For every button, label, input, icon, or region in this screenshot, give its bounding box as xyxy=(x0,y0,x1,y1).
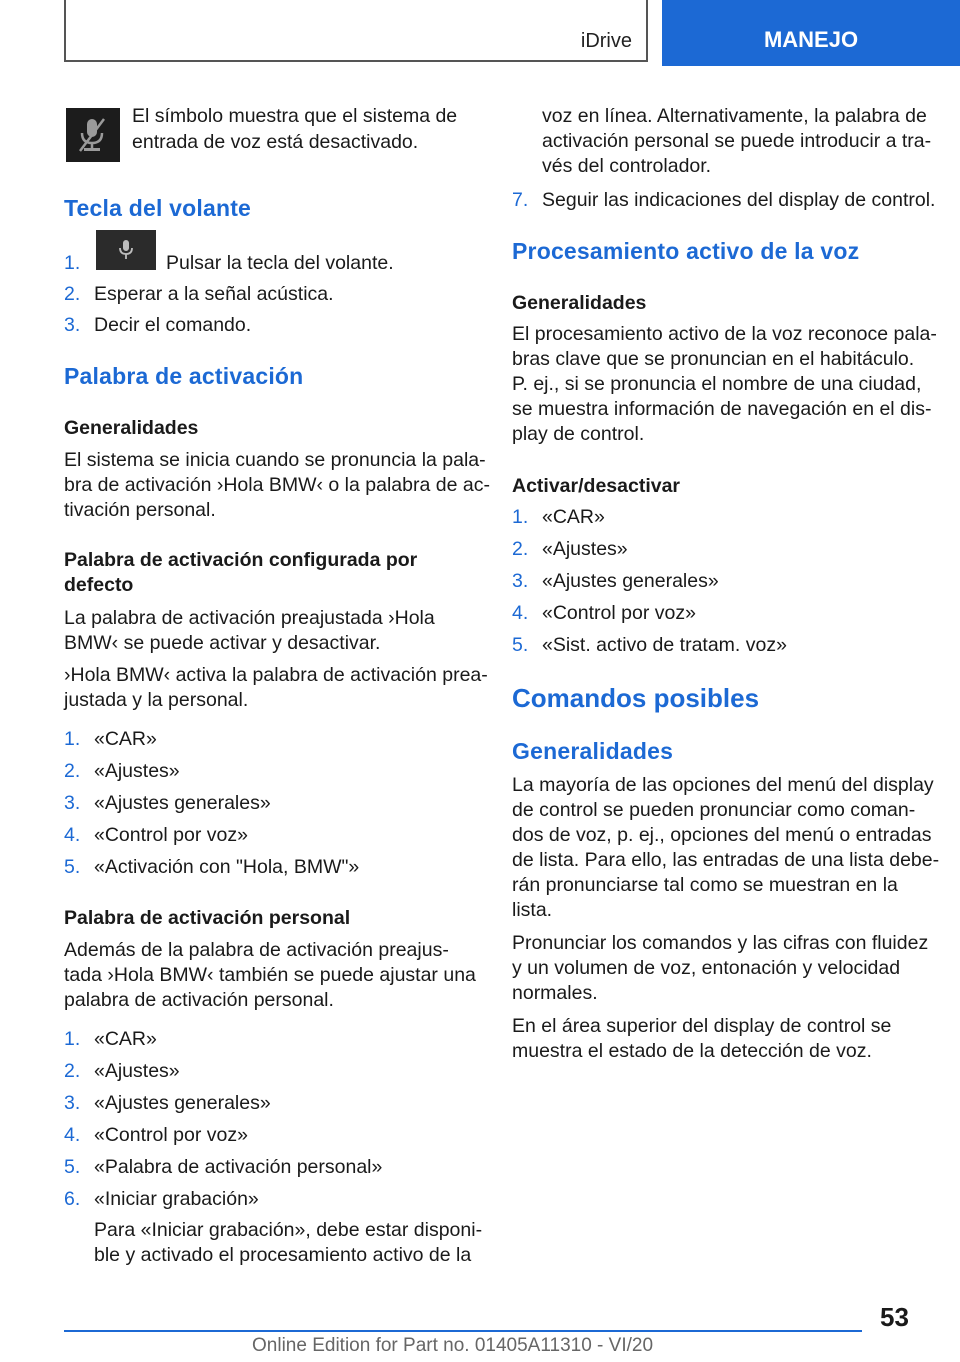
footer-divider xyxy=(64,1330,862,1332)
paragraph-line: La mayoría de las opciones del menú del display xyxy=(512,774,934,796)
list-number: 3. xyxy=(64,314,81,336)
wake-word-heading: Palabra de activación xyxy=(64,363,304,389)
default-wake-heading: Palabra de activación configurada por xyxy=(64,549,418,571)
paragraph-line: normales. xyxy=(512,982,598,1004)
paragraph-line: de control se pueden pronunciar como coman- xyxy=(512,799,916,821)
page-header xyxy=(0,0,960,66)
paragraph-line: tada ›Hola BMW‹ también se puede ajustar una xyxy=(64,964,476,986)
list-number: 3. xyxy=(64,792,81,814)
list-text: «CAR» xyxy=(94,1028,157,1050)
icon-note-line-2: entrada de voz está desactivado. xyxy=(132,131,419,153)
list-text: «CAR» xyxy=(542,506,605,528)
paragraph-line: rán pronunciarse tal como se muestran en la xyxy=(512,874,898,896)
list-text: «Ajustes» xyxy=(94,760,180,782)
paragraph-line: El sistema se inicia cuando se pronuncia la pala- xyxy=(64,449,486,471)
paragraph-line: muestra el estado de la detección de voz. xyxy=(512,1040,872,1062)
paragraph-line: y un volumen de voz, entonación y velocidad xyxy=(512,957,901,979)
paragraph-line: En el área superior del display de control se xyxy=(512,1015,892,1037)
default-wake-heading-cont: defecto xyxy=(64,574,134,596)
step-detail-line: voz en línea. Alternativamente, la palabra de xyxy=(542,105,927,127)
paragraph-line: Además de la palabra de activación preajus- xyxy=(64,939,449,961)
list-text: «Palabra de activación personal» xyxy=(94,1156,383,1178)
list-text: Seguir las indicaciones del display de control. xyxy=(542,189,936,211)
active-voice-heading: Procesamiento activo de la voz xyxy=(512,238,860,264)
paragraph-line: de lista. Para ello, las entradas de una lista debe- xyxy=(512,849,940,871)
paragraph-line: La palabra de activación preajustada ›Hola xyxy=(64,607,435,629)
list-number: 5. xyxy=(64,1156,81,1178)
list-number: 2. xyxy=(64,760,81,782)
list-text: «Ajustes» xyxy=(94,1060,180,1082)
list-number: 2. xyxy=(512,538,529,560)
page-number: 53 xyxy=(880,1302,909,1332)
list-number: 2. xyxy=(64,283,81,305)
list-number: 6. xyxy=(64,1188,81,1210)
paragraph-line: tivación personal. xyxy=(64,499,216,521)
step-detail-line: ble y activado el procesamiento activo de la xyxy=(94,1244,472,1266)
list-number: 2. xyxy=(64,1060,81,1082)
list-text: «Iniciar grabación» xyxy=(94,1188,259,1210)
list-text: «Control por voz» xyxy=(94,824,248,846)
list-text: «Control por voz» xyxy=(94,1124,248,1146)
personal-wake-heading: Palabra de activación personal xyxy=(64,907,351,929)
list-text: «Ajustes generales» xyxy=(94,1092,271,1114)
paragraph-line: Pronunciar los comandos y las cifras con fluidez xyxy=(512,932,929,954)
list-text: Pulsar la tecla del volante. xyxy=(166,252,394,274)
list-number: 3. xyxy=(512,570,529,592)
paragraph-line: palabra de activación personal. xyxy=(64,989,334,1011)
header-section-box xyxy=(64,0,648,62)
list-number: 3. xyxy=(64,1092,81,1114)
paragraph-line: dos de voz, p. ej., opciones del menú o entradas xyxy=(512,824,932,846)
paragraph-line: P. ej., si se pronuncia el nombre de una ciudad, xyxy=(512,373,922,395)
list-text: «Ajustes generales» xyxy=(94,792,271,814)
general-heading: Generalidades xyxy=(64,417,199,439)
list-number: 5. xyxy=(64,856,81,878)
paragraph-line: El procesamiento activo de la voz reconoce pala- xyxy=(512,323,937,345)
paragraph-line: play de control. xyxy=(512,423,645,445)
list-number: 4. xyxy=(64,824,81,846)
paragraph-line: ›Hola BMW‹ activa la palabra de activación prea- xyxy=(64,664,488,686)
paragraph-line: justada y la personal. xyxy=(64,689,249,711)
list-number: 1. xyxy=(64,1028,81,1050)
list-number: 4. xyxy=(64,1124,81,1146)
list-number: 1. xyxy=(512,506,529,528)
commands-heading: Comandos posibles xyxy=(512,683,760,713)
list-text: «Control por voz» xyxy=(542,602,696,624)
steering-voice-key-icon xyxy=(96,230,156,270)
list-text: «Sist. activo de tratam. voz» xyxy=(542,634,787,656)
footer-edition: Online Edition for Part no. 01405A11310 - VI/20 xyxy=(252,1335,654,1356)
list-number: 5. xyxy=(512,634,529,656)
list-number: 4. xyxy=(512,602,529,624)
steering-heading: Tecla del volante xyxy=(64,195,252,221)
list-text: Esperar a la señal acústica. xyxy=(94,283,334,305)
header-section-label: iDrive xyxy=(580,30,632,52)
list-text: «Activación con "Hola, BMW"» xyxy=(94,856,360,878)
list-number: 1. xyxy=(64,728,81,750)
list-text: «Ajustes» xyxy=(542,538,628,560)
voice-input-disabled-icon xyxy=(66,108,120,162)
list-text: «CAR» xyxy=(94,728,157,750)
icon-note-line-1: El símbolo muestra que el sistema de xyxy=(132,105,458,127)
toggle-heading: Activar/desactivar xyxy=(512,475,681,497)
general-heading: Generalidades xyxy=(512,292,647,314)
step-detail-line: vés del controlador. xyxy=(542,155,712,177)
step-detail-line: activación personal se puede introducir a tra- xyxy=(542,130,932,152)
commands-subheading: Generalidades xyxy=(512,738,674,764)
list-number: 7. xyxy=(512,189,529,211)
paragraph-line: bras clave que se pronuncian en el habitáculo. xyxy=(512,348,915,370)
list-text: Decir el comando. xyxy=(94,314,252,336)
list-text: «Ajustes generales» xyxy=(542,570,719,592)
paragraph-line: bra de activación ›Hola BMW‹ o la palabra de ac- xyxy=(64,474,490,496)
list-number: 1. xyxy=(64,252,81,274)
paragraph-line: BMW‹ se puede activar y desactivar. xyxy=(64,632,381,654)
paragraph-line: se muestra información de navegación en el dis- xyxy=(512,398,932,420)
header-chapter-tab: MANEJO xyxy=(662,0,960,66)
step-detail-line: Para «Iniciar grabación», debe estar disponi- xyxy=(94,1219,483,1241)
paragraph-line: lista. xyxy=(512,899,553,921)
